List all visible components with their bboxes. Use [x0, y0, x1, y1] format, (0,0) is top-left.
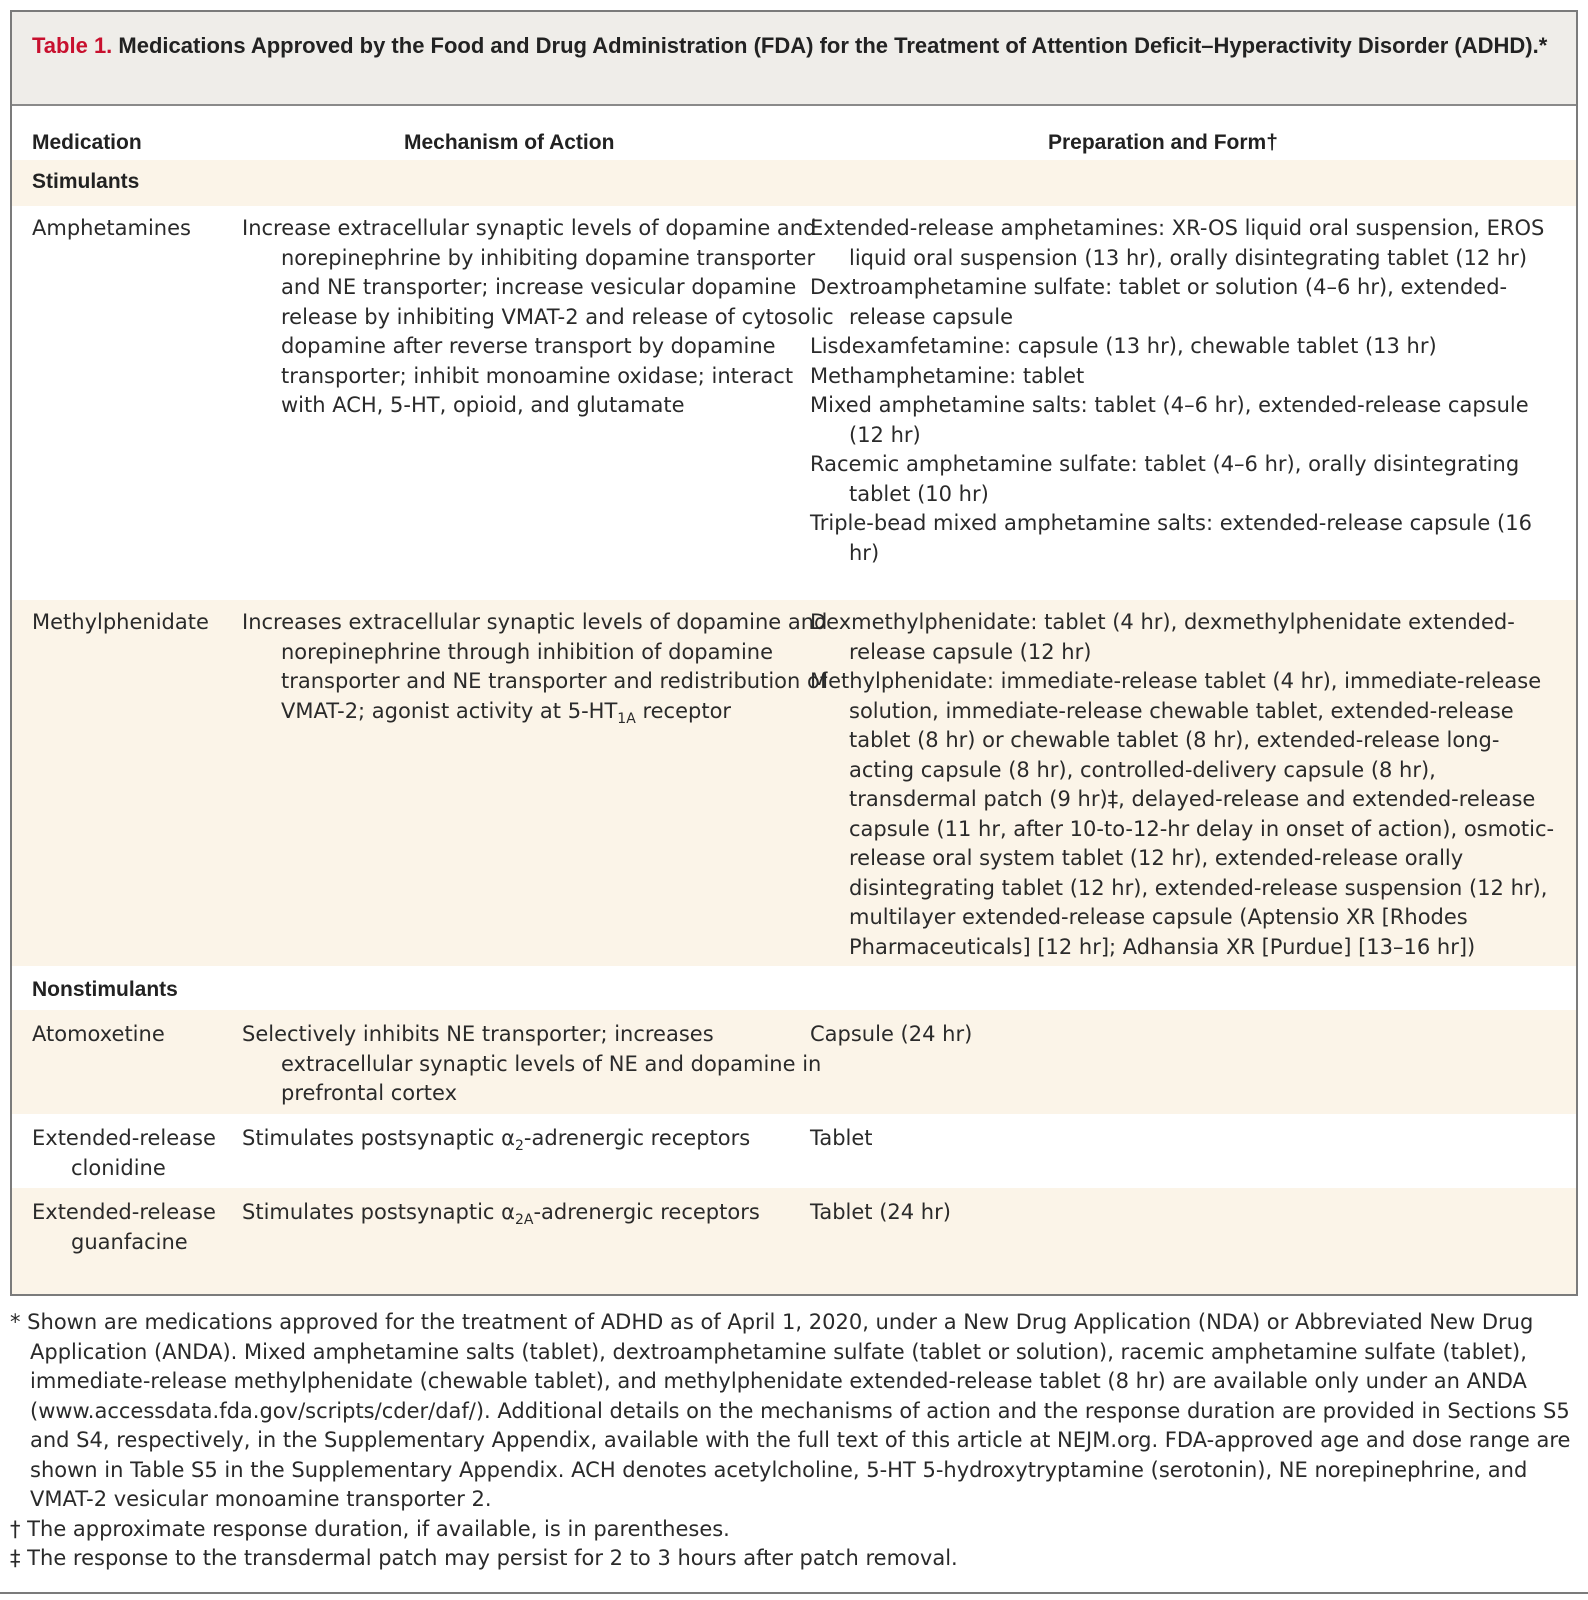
header-medication: Medication: [32, 131, 142, 154]
row-clonidine-preparation: Tablet: [810, 1126, 873, 1150]
section-nonstimulants: Nonstimulants: [32, 978, 178, 1001]
preparation-item: Mixed amphetamine salts: tablet (4–6 hr), extended-release capsule (12 hr): [810, 393, 1529, 447]
mechanism-subscript: 1A: [617, 710, 636, 727]
preparation-item: Dextroamphetamine sulfate: tablet or solution (4–6 hr), extended-release capsule: [810, 275, 1508, 329]
mechanism-text: Stimulates postsynaptic α: [242, 1126, 515, 1150]
row-guanfacine-preparation: Tablet (24 hr): [810, 1200, 951, 1224]
mechanism-text-end: -adrenergic receptors: [523, 1126, 751, 1150]
row-atomoxetine-mechanism: Selectively inhibits NE transporter; increases extracellular synaptic levels of NE and dopamine in prefrontal cortex: [242, 1022, 822, 1105]
row-clonidine-medication: Extended-release clonidine: [32, 1126, 216, 1180]
preparation-item: Methamphetamine: tablet: [810, 363, 1085, 388]
mechanism-text: Increases extracellular synaptic levels of dopamine and norepinephrine through inhibition of dopamine transporter and NE transporter and redistribution of VMAT-2; agonist activity at 5-HT: [242, 610, 828, 723]
preparation-item: Racemic amphetamine sulfate: tablet (4–6 hr), orally disintegrating tablet (10 hr): [810, 452, 1520, 506]
row-clonidine-mechanism: [242, 1124, 841, 1162]
header-mechanism: Mechanism of Action: [404, 131, 615, 154]
preparation-item: Dexmethylphenidate: tablet (4 hr), dexmethylphenidate extended-release capsule (12 hr): [810, 610, 1515, 664]
preparation-item: Triple-bead mixed amphetamine salts: extended-release capsule (16 hr): [810, 511, 1532, 565]
row-guanfacine-medication: Extended-release guanfacine: [32, 1200, 216, 1254]
table-title-text: Medications Approved by the Food and Drug Administration (FDA) for the Treatment of Attention Deficit–Hyperactivity Disorder (ADHD).*: [118, 33, 1548, 58]
row-atomoxetine-preparation: Capsule (24 hr): [810, 1022, 973, 1046]
footnote-asterisk: * Shown are medications approved for the treatment of ADHD as of April 1, 2020, under a New Drug Application (NDA) or Abbreviated New Drug Application (ANDA). Mixed amphetamine salts (tablet), dextroamphetamine sulfate (tablet or solution), racemic amphetamine sulfate (tablet), immediate-release methylphenidate (chewable tablet), and methylphenidate extended-release tablet (8 hr) are available only under an ANDA (www.accessdata.fda.gov/scripts/cder/daf/). Additional details on the mechanisms of action and the response duration are provided in Sections S5 and S4, respectively, in the Supplementary Appendix, available with the full text of this article at NEJM.org. FDA-approved age and dose range are shown in Table S5 in the Supplementary Appendix. ACH denotes acetylcholine, 5-HT 5-hydroxytryptamine (serotonin), NE norepinephrine, and VMAT-2 vesicular monoamine transporter 2.: [10, 1310, 1571, 1511]
row-methylphenidate-mechanism: [242, 608, 841, 734]
footnotes: [10, 1308, 1576, 1574]
row-amphetamines-medication: Amphetamines: [32, 216, 191, 240]
table-label: Table 1.: [32, 33, 113, 58]
table-frame: [10, 10, 1578, 1296]
preparation-item: Methylphenidate: immediate-release tablet (4 hr), immediate-release solution, immediate-release chewable tablet, extended-release tablet (8 hr) or chewable tablet (8 hr), extended-release long-acting capsule (8 hr), controlled-delivery capsule (8 hr), transdermal patch (9 hr)‡, delayed-release and extended-release capsule (11 hr, after 10-to-12-hr delay in onset of action), osmotic-release oral system tablet (12 hr), extended-release orally disintegrating tablet (12 hr), extended-release suspension (12 hr), multilayer extended-release capsule (Aptensio XR [Rhodes Pharmaceuticals] [12 hr]; Adhansia XR [Purdue] [13–16 hr]): [810, 669, 1555, 959]
footnote-dagger: † The approximate response duration, if available, is in parentheses.: [10, 1516, 730, 1541]
mechanism-text-end: receptor: [635, 698, 732, 723]
section-stimulants: Stimulants: [32, 170, 140, 193]
row-amphetamines-preparation: [810, 214, 1562, 568]
mechanism-text-end: -adrenergic receptors: [533, 1200, 760, 1224]
section-band-stimulants: [12, 160, 1576, 206]
mechanism-subscript: 2A: [515, 1212, 534, 1229]
row-methylphenidate-preparation: [810, 608, 1562, 962]
header-preparation: Preparation and Form†: [1048, 131, 1278, 154]
row-methylphenidate-medication: Methylphenidate: [32, 610, 209, 634]
preparation-item: Extended-release amphetamines: XR-OS liquid oral suspension, EROS liquid oral suspension (13 hr), orally disintegrating tablet (12 hr): [810, 216, 1545, 270]
bottom-rule: [0, 1592, 1588, 1594]
table-title: [12, 12, 1576, 106]
mechanism-subscript: 2: [515, 1138, 524, 1155]
footnote-double-dagger: ‡ The response to the transdermal patch may persist for 2 to 3 hours after patch removal.: [10, 1546, 958, 1570]
mechanism-text: Stimulates postsynaptic α: [242, 1200, 515, 1224]
preparation-item: Lisdexamfetamine: capsule (13 hr), chewable tablet (13 hr): [810, 334, 1437, 358]
row-guanfacine-mechanism: [242, 1198, 841, 1236]
row-atomoxetine-medication: Atomoxetine: [32, 1022, 165, 1046]
row-amphetamines-mechanism: Increase extracellular synaptic levels of dopamine and norepinephrine by inhibiting dopamine transporter and NE transporter; increase vesicular dopamine release by inhibiting VMAT-2 and release of cytosolic dopamine after reverse transport by dopamine transporter; inhibit monoamine oxidase; interact with ACH, 5-HT, opioid, and glutamate: [242, 216, 834, 417]
